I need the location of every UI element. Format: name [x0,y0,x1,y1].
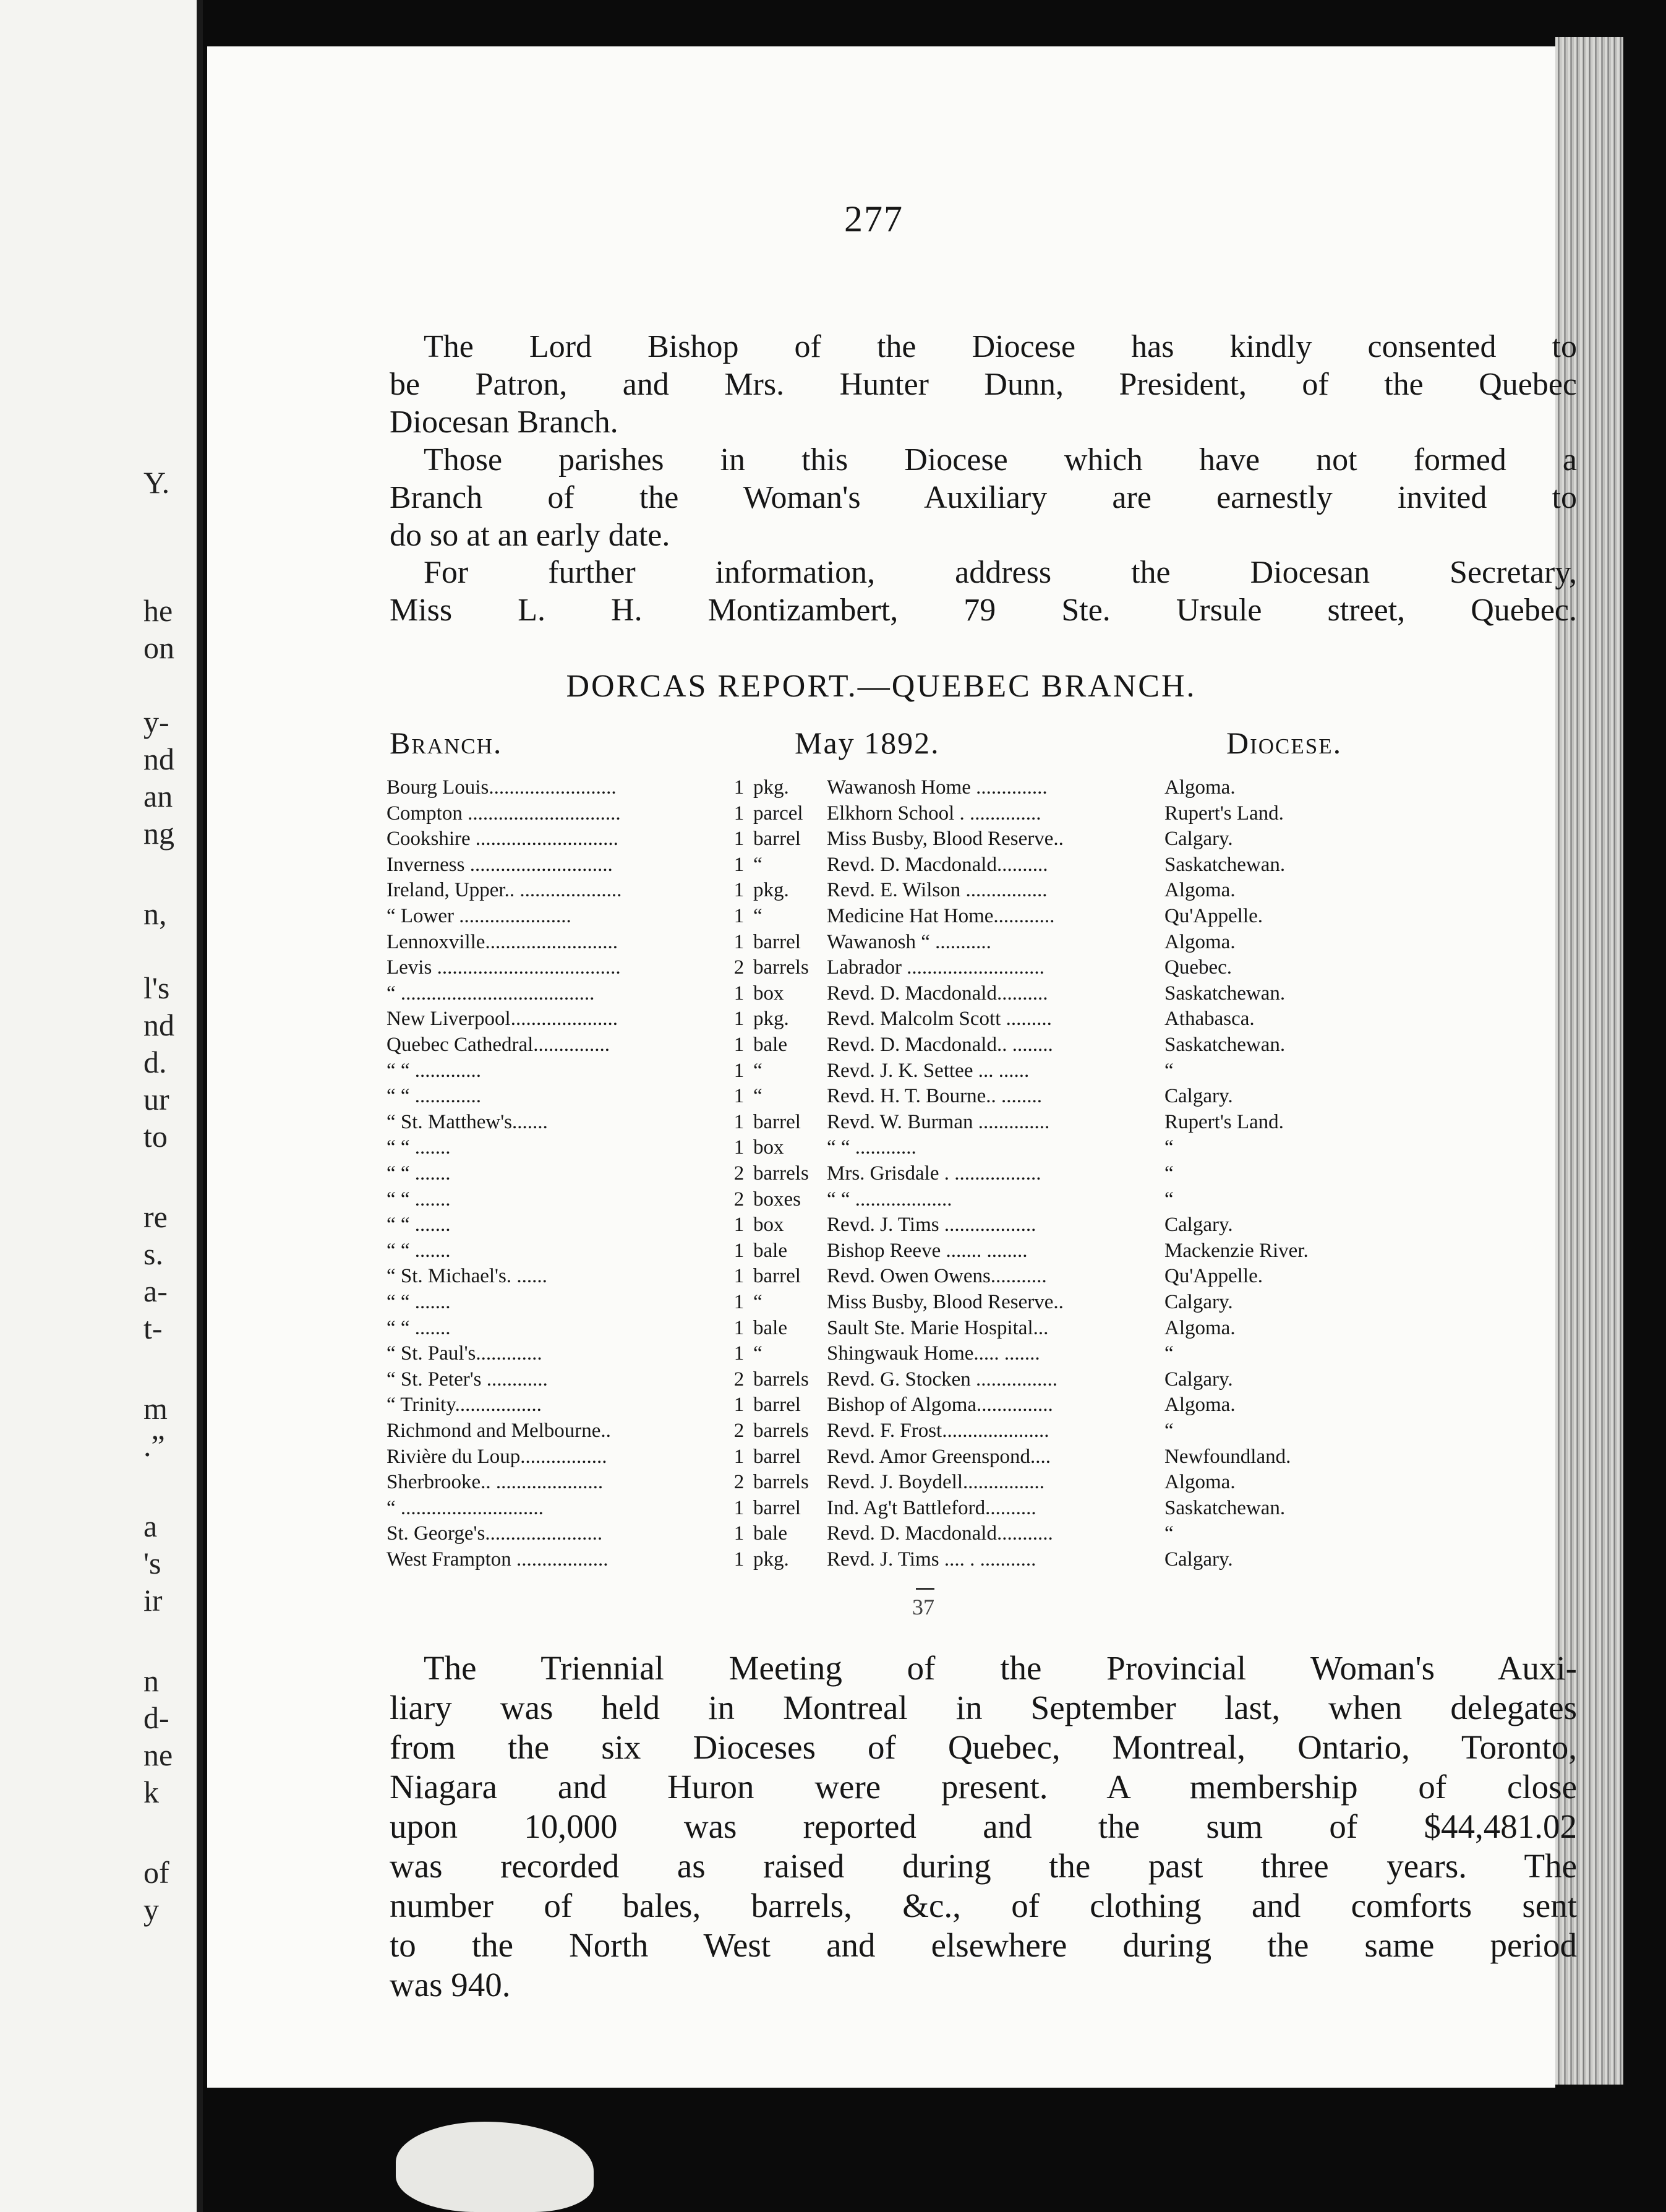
margin-fragment: ng [143,816,174,851]
row-recipient-cell: Revd. J. Tims .... . ........... [827,1548,1036,1571]
row-recipient-cell: Revd. F. Frost..................... [827,1420,1049,1442]
row-diocese-cell: Quebec. [1164,956,1232,979]
row-unit-cell: barrel [753,930,801,953]
row-branch-cell: “ “ ............. [387,1085,482,1108]
margin-fragment: Y. [143,465,170,500]
table-row [387,1547,1561,1572]
row-branch-cell: Compton .............................. [387,802,621,825]
row-diocese-cell: Saskatchewan. [1164,853,1286,876]
row-unit-cell: “ [753,1085,763,1108]
row-recipient-cell: Bishop Reeve ....... ........ [827,1239,1028,1262]
row-diocese-cell: Algoma. [1164,930,1236,953]
row-unit-cell: barrels [753,1420,809,1442]
row-quantity-cell: 1 [733,776,745,799]
contact-paragraph [390,554,1577,629]
row-quantity-cell: 1 [733,853,745,876]
row-branch-cell: “ “ ....... [387,1316,451,1339]
row-unit-cell: barrels [753,956,809,979]
table-row [387,1084,1561,1109]
row-unit-cell: pkg. [753,1548,789,1571]
row-unit-cell: pkg. [753,879,789,902]
row-branch-cell: “ St. Paul's............. [387,1342,542,1365]
text-line: liary was held in Montreal in September last, when delegates [390,1689,1577,1726]
table-row [387,1238,1561,1264]
row-quantity-cell: 1 [733,982,745,1005]
table-row [387,1521,1561,1546]
row-diocese-cell: “ [1164,1342,1174,1365]
row-recipient-cell: Elkhorn School . .............. [827,802,1041,825]
triennial-meeting-paragraph [390,1648,1577,2005]
row-unit-cell: “ [753,1342,763,1365]
row-branch-cell: “ “ ....... [387,1162,451,1185]
row-recipient-cell: Revd. G. Stocken ................ [827,1368,1058,1391]
margin-fragment: s. [143,1237,163,1271]
table-row [387,1006,1561,1032]
table-row [387,1212,1561,1238]
margin-fragment: a- [143,1274,168,1308]
row-unit-cell: “ [753,853,763,876]
row-unit-cell: box [753,1136,784,1159]
row-unit-cell: box [753,1214,784,1237]
row-quantity-cell: 1 [733,1394,745,1417]
row-quantity-cell: 1 [733,1034,745,1056]
row-quantity-cell: 2 [733,1188,745,1211]
row-diocese-cell: “ [1164,1420,1174,1442]
table-row [387,1290,1561,1315]
row-recipient-cell: Revd. Owen Owens........... [827,1265,1047,1288]
row-branch-cell: St. George's....................... [387,1522,603,1545]
margin-fragment: y [143,1892,159,1927]
row-recipient-cell: Revd. W. Burman .............. [827,1110,1050,1133]
row-branch-cell: Cookshire ............................ [387,828,618,851]
row-branch-cell: “ St. Michael's. ...... [387,1265,547,1288]
row-quantity-cell: 1 [733,1239,745,1262]
table-row [387,1187,1561,1212]
row-branch-cell: “ “ ....... [387,1214,451,1237]
row-quantity-cell: 1 [733,1136,745,1159]
row-recipient-cell: Wawanosh “ ........... [827,930,991,953]
row-recipient-cell: Shingwauk Home..... ....... [827,1342,1040,1365]
patron-paragraph [390,328,1577,441]
row-recipient-cell: Miss Busby, Blood Reserve.. [827,1291,1064,1313]
margin-fragment: d. [143,1045,167,1079]
row-unit-cell: bale [753,1316,787,1339]
row-branch-cell: Bourg Louis......................... [387,776,617,799]
text-line: The Lord Bishop of the Diocese has kindly consented to [424,329,1577,364]
row-branch-cell: “ ............................ [387,1496,544,1519]
margin-fragment: ir [143,1583,163,1618]
row-recipient-cell: Revd. J. K. Settee ... ...... [827,1059,1030,1082]
margin-fragment: 's [143,1546,161,1580]
margin-fragment: an [143,779,173,813]
table-row [387,1316,1561,1341]
row-branch-cell: “ ...................................... [387,982,595,1005]
text-line: number of bales, barrels, &c., of clothing and comforts sent [390,1887,1577,1924]
margin-fragment: m [143,1391,168,1426]
row-quantity-cell: 1 [733,802,745,825]
row-unit-cell: barrel [753,1445,801,1468]
row-diocese-cell: Rupert's Land. [1164,1110,1284,1133]
margin-fragment: of [143,1855,169,1890]
text-line: Miss L. H. Montizambert, 79 Ste. Ursule street, Quebec. [390,593,1577,628]
text-line: Niagara and Huron were present. A membership of close [390,1768,1577,1806]
row-branch-cell: “ “ ....... [387,1188,451,1211]
column-header-diocese: Diocese. [1226,726,1343,760]
text-line: Diocesan Branch. [390,405,618,440]
row-quantity-cell: 1 [733,905,745,927]
row-diocese-cell: “ [1164,1059,1174,1082]
row-recipient-cell: Revd. H. T. Bourne.. ........ [827,1085,1042,1108]
margin-fragment: k [143,1775,159,1809]
row-unit-cell: barrel [753,1394,801,1417]
table-row [387,1341,1561,1366]
row-diocese-cell: Saskatchewan. [1164,1496,1286,1519]
table-row [387,852,1561,878]
row-diocese-cell: Saskatchewan. [1164,1034,1286,1056]
row-quantity-cell: 1 [733,1110,745,1133]
row-branch-cell: Sherbrooke.. ..................... [387,1471,604,1494]
row-branch-cell: “ St. Peter's ............ [387,1368,548,1391]
row-diocese-cell: Saskatchewan. [1164,982,1286,1005]
text-line: The Triennial Meeting of the Provincial Woman's Auxi- [424,1649,1577,1687]
invitation-paragraph [390,441,1577,554]
table-row [387,1264,1561,1289]
column-header-date: May 1892. [795,726,940,760]
page-number: 277 [844,199,903,239]
row-diocese-cell: Mackenzie River. [1164,1239,1309,1262]
row-unit-cell: box [753,982,784,1005]
row-unit-cell: pkg. [753,776,789,799]
row-recipient-cell: Medicine Hat Home............ [827,905,1055,927]
row-quantity-cell: 1 [733,1265,745,1288]
row-recipient-cell: Revd. J. Boydell................ [827,1471,1044,1494]
column-header-branch: Branch. [390,726,503,760]
margin-fragment: d- [143,1700,169,1735]
row-diocese-cell: Algoma. [1164,776,1236,799]
row-branch-cell: New Liverpool..................... [387,1008,618,1031]
row-quantity-cell: 1 [733,1059,745,1082]
row-recipient-cell: Mrs. Grisdale . ................. [827,1162,1041,1185]
row-recipient-cell: Revd. D. Macdonald.......... [827,853,1048,876]
row-unit-cell: pkg. [753,1008,789,1031]
row-recipient-cell: Revd. Amor Greenspond.... [827,1445,1051,1468]
row-branch-cell: “ St. Matthew's....... [387,1110,548,1133]
text-line: Branch of the Woman's Auxiliary are earnestly invited to [390,480,1577,515]
row-quantity-cell: 2 [733,1368,745,1391]
row-quantity-cell: 2 [733,1162,745,1185]
table-row [387,878,1561,903]
margin-fragment: he [143,593,173,628]
margin-fragment: t- [143,1311,163,1345]
row-branch-cell: Rivière du Loup................. [387,1445,607,1468]
margin-fragment: re [143,1199,168,1234]
row-quantity-cell: 1 [733,1522,745,1545]
text-line: do so at an early date. [390,518,670,553]
table-row [387,981,1561,1006]
margin-fragment: l's [143,971,170,1005]
table-row [387,1110,1561,1135]
row-unit-cell: bale [753,1239,787,1262]
table-row [387,1058,1561,1084]
row-branch-cell: “ Lower ...................... [387,905,571,927]
row-recipient-cell: Ind. Ag't Battleford.......... [827,1496,1036,1519]
text-line: from the six Dioceses of Quebec, Montreal, Ontario, Toronto, [390,1728,1577,1766]
table-row [387,1135,1561,1160]
row-recipient-cell: “ “ ................... [827,1188,952,1211]
row-unit-cell: bale [753,1522,787,1545]
row-diocese-cell: Qu'Appelle. [1164,905,1263,927]
row-diocese-cell: Calgary. [1164,1085,1233,1108]
row-quantity-cell: 1 [733,1342,745,1365]
row-quantity-cell: 1 [733,1496,745,1519]
row-diocese-cell: Calgary. [1164,1214,1233,1237]
row-recipient-cell: Revd. D. Macdonald.......... [827,982,1048,1005]
total-rule [916,1588,934,1590]
table-row [387,1496,1561,1521]
table-row [387,826,1561,852]
margin-fragment: n [143,1663,159,1698]
row-diocese-cell: Calgary. [1164,828,1233,851]
row-recipient-cell: Bishop of Algoma............... [827,1394,1053,1417]
row-diocese-cell: Algoma. [1164,1316,1236,1339]
margin-fragment: .” [143,1428,165,1463]
row-diocese-cell: Newfoundland. [1164,1445,1291,1468]
row-recipient-cell: Revd. J. Tims .................. [827,1214,1036,1237]
row-quantity-cell: 2 [733,1471,745,1494]
paper-stain [396,2122,594,2212]
row-unit-cell: “ [753,1291,763,1313]
row-unit-cell: “ [753,1059,763,1082]
row-diocese-cell: “ [1164,1188,1174,1211]
row-diocese-cell: Calgary. [1164,1291,1233,1313]
row-branch-cell: “ “ ....... [387,1239,451,1262]
table-row [387,801,1561,826]
margin-fragment: a [143,1509,158,1543]
document-page [207,46,1577,2088]
row-diocese-cell: Rupert's Land. [1164,802,1284,825]
row-recipient-cell: Labrador ........................... [827,956,1044,979]
row-unit-cell: barrel [753,1496,801,1519]
margin-fragment: ur [143,1082,169,1117]
row-quantity-cell: 1 [733,879,745,902]
row-quantity-cell: 1 [733,1548,745,1571]
text-line: For further information, address the Diocesan Secretary, [424,555,1577,590]
row-diocese-cell: Calgary. [1164,1548,1233,1571]
row-quantity-cell: 1 [733,1445,745,1468]
row-quantity-cell: 1 [733,1316,745,1339]
row-unit-cell: barrel [753,828,801,851]
table-row [387,1032,1561,1058]
row-unit-cell: barrel [753,1265,801,1288]
row-unit-cell: boxes [753,1188,801,1211]
table-row [387,1392,1561,1418]
table-row [387,1444,1561,1470]
text-line: Those parishes in this Diocese which have not formed a [424,442,1577,478]
row-recipient-cell: Wawanosh Home .............. [827,776,1048,799]
row-branch-cell: “ Trinity................. [387,1394,542,1417]
text-line: upon 10,000 was reported and the sum of $44,481.02 [390,1807,1577,1845]
row-recipient-cell: Sault Ste. Marie Hospital... [827,1316,1049,1339]
row-recipient-cell: Revd. Malcolm Scott ......... [827,1008,1052,1031]
row-recipient-cell: Revd. E. Wilson ................ [827,879,1048,902]
row-branch-cell: Inverness ............................ [387,853,613,876]
row-diocese-cell: Algoma. [1164,1471,1236,1494]
row-unit-cell: barrels [753,1471,809,1494]
row-diocese-cell: Calgary. [1164,1368,1233,1391]
row-branch-cell: West Frampton .................. [387,1548,609,1571]
row-branch-cell: Ireland, Upper.. .................... [387,879,622,902]
row-diocese-cell: Athabasca. [1164,1008,1255,1031]
row-quantity-cell: 1 [733,1085,745,1108]
margin-fragment: y- [143,705,169,739]
row-branch-cell: Levis .................................... [387,956,621,979]
row-branch-cell: “ “ ....... [387,1291,451,1313]
table-row [387,1470,1561,1495]
row-recipient-cell: Miss Busby, Blood Reserve.. [827,828,1064,851]
text-line: to the North West and elsewhere during the same period [390,1926,1577,1964]
row-diocese-cell: Algoma. [1164,1394,1236,1417]
table-row [387,775,1561,800]
margin-fragment: to [143,1119,168,1154]
table-row [387,904,1561,929]
row-branch-cell: “ “ ............. [387,1059,482,1082]
row-diocese-cell: “ [1164,1162,1174,1185]
margin-fragment: nd [143,1008,174,1042]
row-recipient-cell: Revd. D. Macdonald.. ........ [827,1034,1053,1056]
margin-fragment: nd [143,742,174,776]
table-row [387,930,1561,955]
row-branch-cell: Quebec Cathedral............... [387,1034,610,1056]
margin-fragment: on [143,630,174,665]
row-quantity-cell: 1 [733,930,745,953]
table-row [387,1367,1561,1392]
row-quantity-cell: 1 [733,1291,745,1313]
row-branch-cell: Richmond and Melbourne.. [387,1420,611,1442]
row-recipient-cell: “ “ ............ [827,1136,916,1159]
row-quantity-cell: 1 [733,1214,745,1237]
row-quantity-cell: 2 [733,956,745,979]
section-heading: DORCAS REPORT.—QUEBEC BRANCH. [566,669,1197,704]
row-recipient-cell: Revd. D. Macdonald........... [827,1522,1053,1545]
row-quantity-cell: 1 [733,828,745,851]
row-unit-cell: parcel [753,802,803,825]
table-row [387,955,1561,980]
row-unit-cell: barrels [753,1162,809,1185]
row-diocese-cell: “ [1164,1522,1174,1545]
row-branch-cell: “ “ ....... [387,1136,451,1159]
row-branch-cell: Lennoxville.......................... [387,930,618,953]
row-unit-cell: “ [753,905,763,927]
row-unit-cell: barrel [753,1110,801,1133]
total-count: 37 [912,1595,934,1619]
text-line: was 940. [390,1966,511,2004]
table-row [387,1161,1561,1186]
table-row [387,1418,1561,1444]
facing-page [0,0,203,2212]
text-line: be Patron, and Mrs. Hunter Dunn, President, of the Quebec [390,367,1577,402]
row-diocese-cell: “ [1164,1136,1174,1159]
row-diocese-cell: Qu'Appelle. [1164,1265,1263,1288]
row-unit-cell: barrels [753,1368,809,1391]
text-line: was recorded as raised during the past three years. The [390,1847,1577,1885]
row-quantity-cell: 1 [733,1008,745,1031]
row-unit-cell: bale [753,1034,787,1056]
margin-fragment: n, [143,896,167,931]
margin-fragment: ne [143,1738,173,1772]
row-quantity-cell: 2 [733,1420,745,1442]
row-diocese-cell: Algoma. [1164,879,1236,902]
